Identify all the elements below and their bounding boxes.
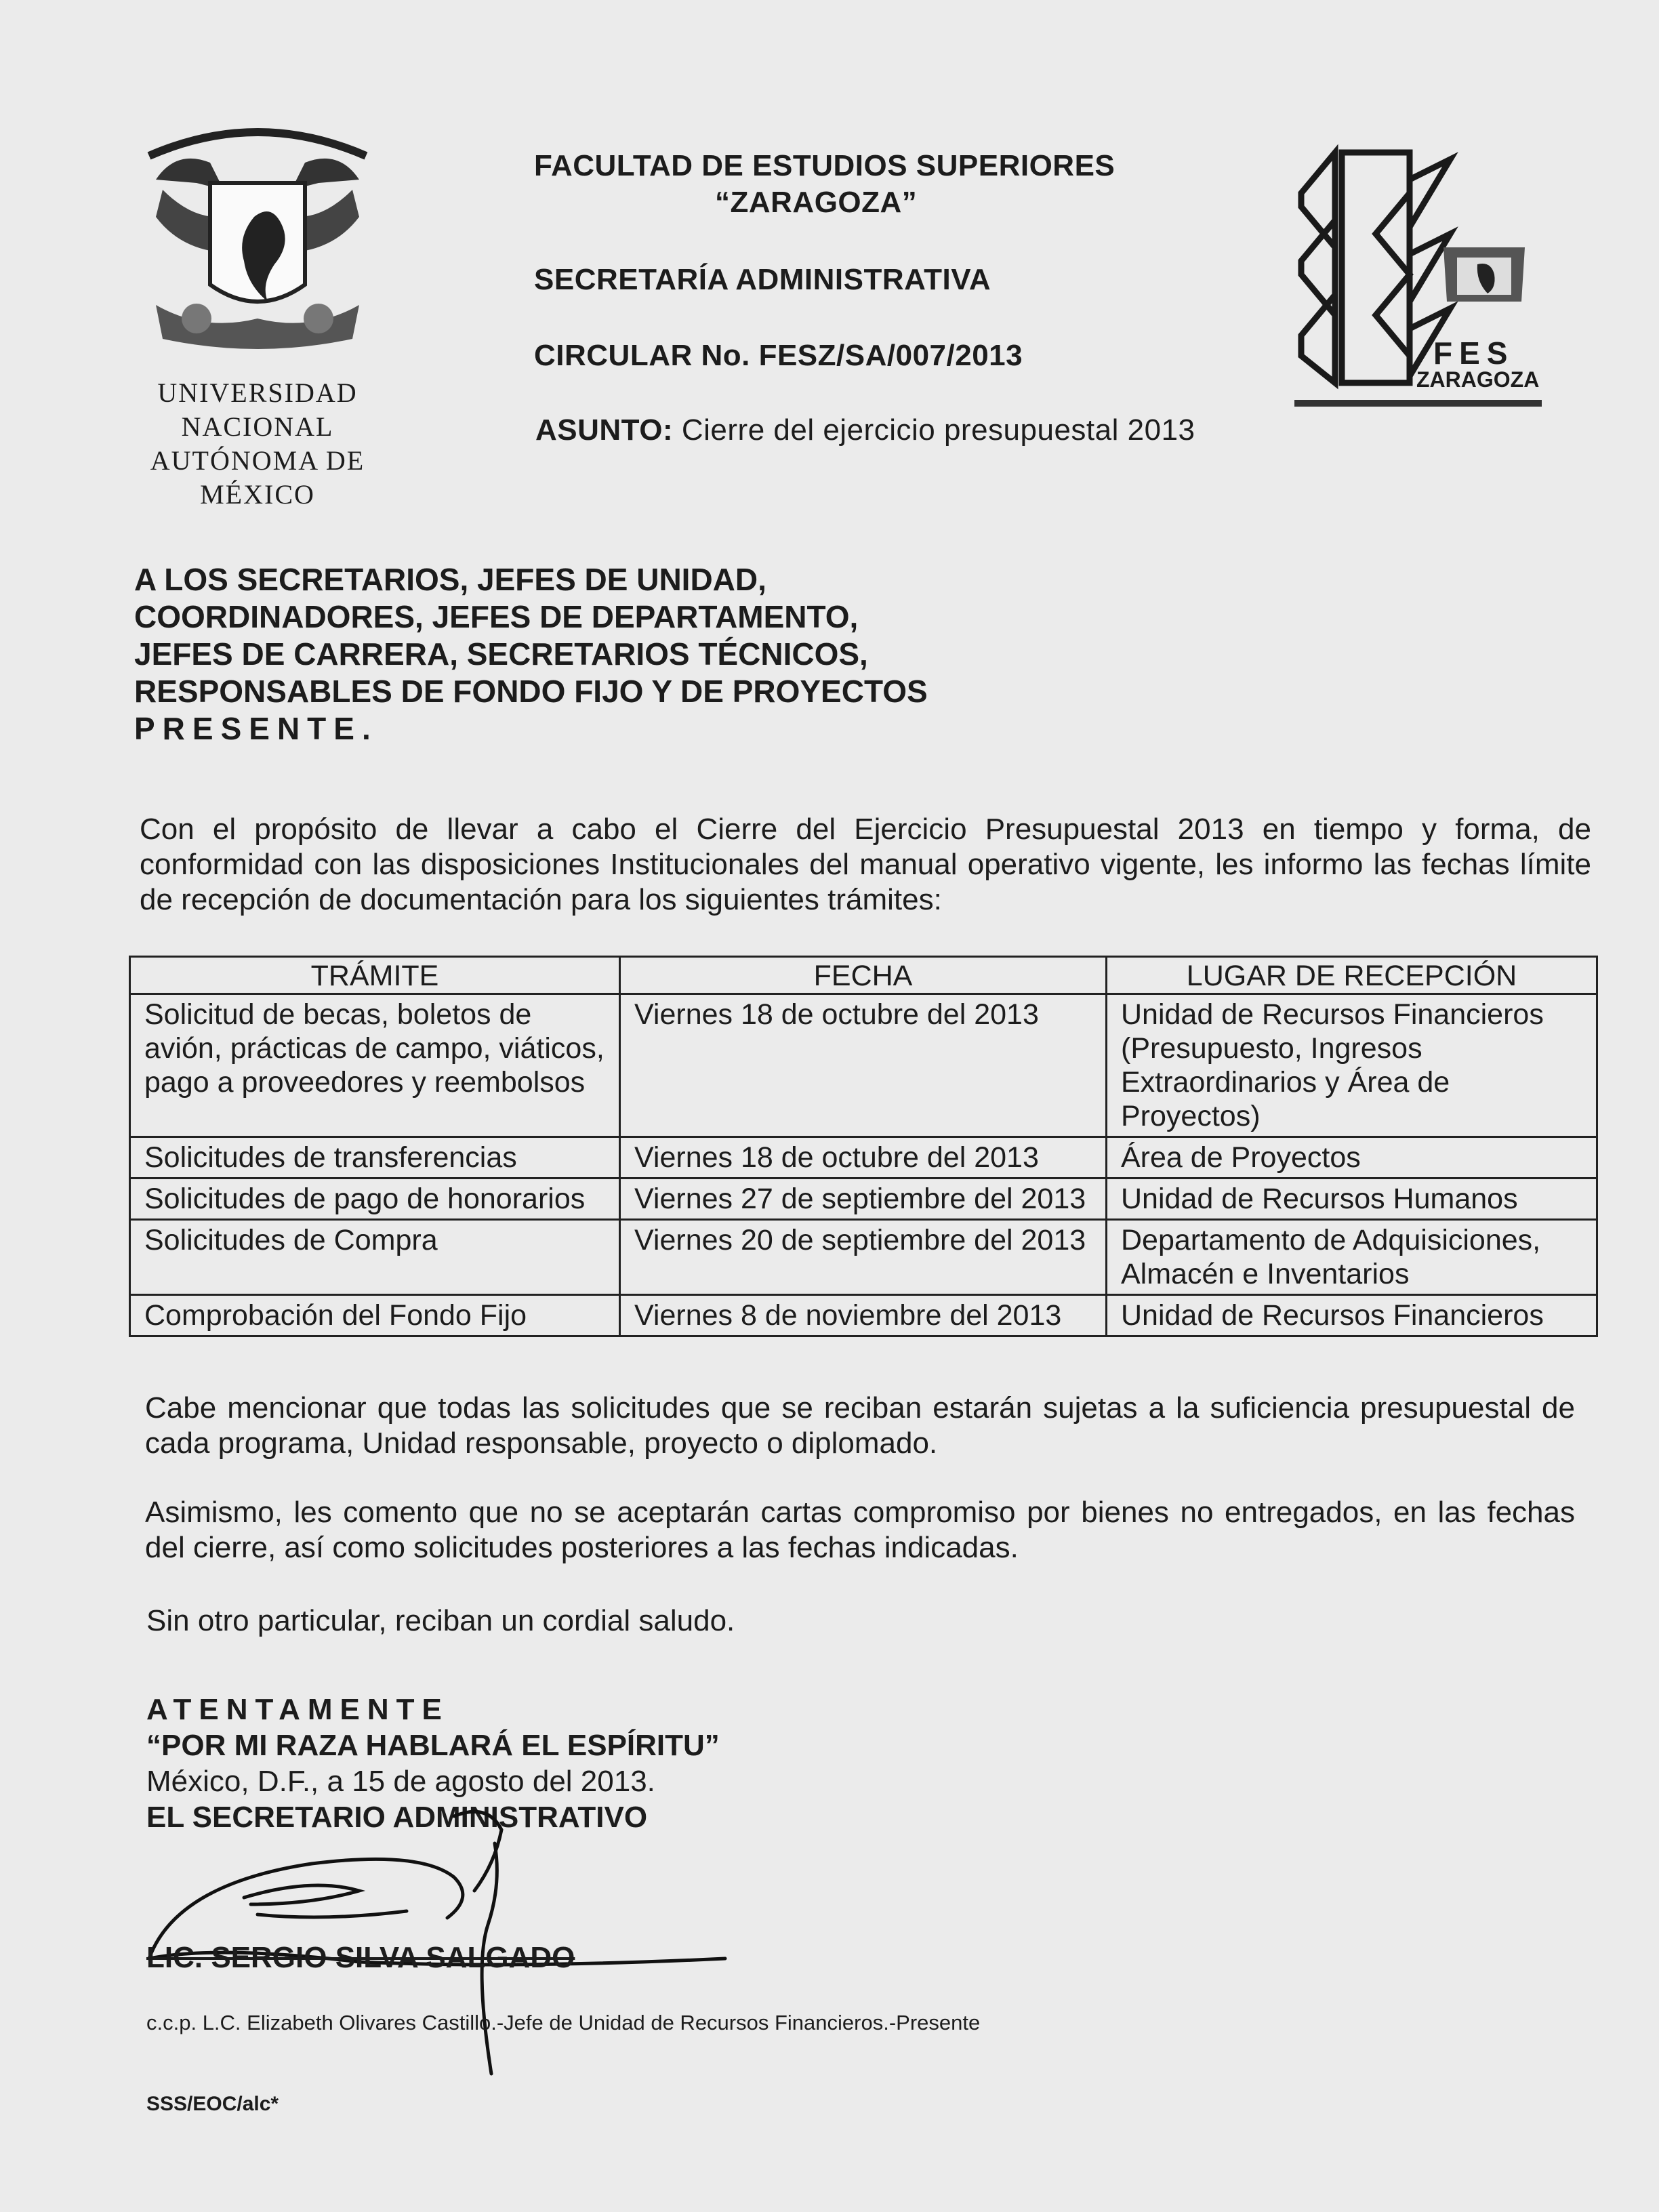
- faculty-name-line2: “ZARAGOZA”: [715, 186, 918, 219]
- table-row: [130, 1179, 1597, 1220]
- fes-label: FES: [1433, 335, 1515, 371]
- cell-lugar: Unidad de Recursos Financieros (Presupuesto, Ingresos Extraordinarios y Área de Proyectos): [1107, 994, 1597, 1137]
- cell-tramite: Solicitudes de transferencias: [130, 1137, 620, 1179]
- department-name: SECRETARÍA ADMINISTRATIVA: [534, 263, 991, 296]
- cell-lugar: Unidad de Recursos Humanos: [1107, 1179, 1597, 1220]
- header-lugar: LUGAR DE RECEPCIÓN: [1107, 957, 1597, 994]
- cell-fecha: Viernes 20 de septiembre del 2013: [620, 1220, 1107, 1295]
- cell-tramite: Solicitudes de pago de honorarios: [130, 1179, 620, 1220]
- signer-position: EL SECRETARIO ADMINISTRATIVO: [146, 1801, 648, 1834]
- asunto-line: [535, 413, 1195, 447]
- cell-lugar: Área de Proyectos: [1107, 1137, 1597, 1179]
- budget-sufficiency-paragraph: Cabe mencionar que todas las solicitudes que se reciban estarán sujetas a la suficiencia presupuestal de cada programa, Unidad responsable, proyecto o diplomado.: [145, 1391, 1575, 1460]
- tramites-table: [129, 956, 1598, 1337]
- addressee-line: A LOS SECRETARIOS, JEFES DE UNIDAD,: [134, 562, 766, 597]
- table-header-row: [130, 957, 1597, 994]
- addressee-line: RESPONSABLES DE FONDO FIJO Y DE PROYECTOS: [134, 674, 928, 709]
- institutional-motto: “POR MI RAZA HABLARÁ EL ESPÍRITU”: [146, 1729, 720, 1762]
- cell-fecha: Viernes 18 de octubre del 2013: [620, 994, 1107, 1137]
- cell-lugar: Unidad de Recursos Financieros: [1107, 1295, 1597, 1336]
- table-row: [130, 1137, 1597, 1179]
- cell-lugar: Departamento de Adquisiciones, Almacén e Inventarios: [1107, 1220, 1597, 1295]
- carbon-copy: c.c.p. L.C. Elizabeth Olivares Castillo.-Jefe de Unidad de Recursos Financieros.-Presente: [146, 2011, 981, 2034]
- unam-name-line3: MÉXICO: [200, 479, 315, 510]
- unam-name-line2: AUTÓNOMA DE: [150, 445, 365, 476]
- unam-name-block: [88, 376, 427, 512]
- table-row: [130, 1220, 1597, 1295]
- cell-tramite: Solicitudes de Compra: [130, 1220, 620, 1295]
- zaragoza-label: ZARAGOZA: [1416, 367, 1540, 392]
- place-and-date: México, D.F., a 15 de agosto del 2013.: [146, 1765, 655, 1798]
- addressee-line: COORDINADORES, JEFES DE DEPARTAMENTO,: [134, 599, 859, 634]
- asunto-value: Cierre del ejercicio presupuestal 2013: [681, 413, 1195, 447]
- intro-paragraph: Con el propósito de llevar a cabo el Cierre del Ejercicio Presupuestal 2013 en tiempo y forma, de conformidad con las disposiciones Institucionales del manual operativo vigente, les informo las fechas límite de recepción de documentación para los siguientes trámites:: [140, 813, 1591, 916]
- cell-tramite: Solicitud de becas, boletos de avión, prácticas de campo, viáticos, pago a proveedores y reembolsos: [130, 994, 620, 1137]
- closing-greeting: Sin otro particular, reciban un cordial saludo.: [146, 1604, 735, 1637]
- atentamente: ATENTAMENTE: [146, 1693, 449, 1726]
- cell-fecha: Viernes 8 de noviembre del 2013: [620, 1295, 1107, 1336]
- asunto-label: ASUNTO:: [535, 413, 674, 447]
- addressee-block: [134, 561, 928, 747]
- faculty-name: FACULTAD DE ESTUDIOS SUPERIORES: [534, 149, 1115, 182]
- header-fecha: FECHA: [620, 957, 1107, 994]
- cell-tramite: Comprobación del Fondo Fijo: [130, 1295, 620, 1336]
- table-row: [130, 994, 1597, 1137]
- unam-name-line1: UNIVERSIDAD NACIONAL: [157, 377, 358, 442]
- cell-fecha: Viernes 18 de octubre del 2013: [620, 1137, 1107, 1179]
- commitment-letters-paragraph: Asimismo, les comento que no se aceptarán cartas compromiso por bienes no entregados, en las fechas del cierre, así como solicitudes posteriores a las fechas indicadas.: [145, 1496, 1575, 1564]
- table-row: [130, 1295, 1597, 1336]
- reference-initials: SSS/EOC/alc*: [146, 2093, 279, 2115]
- signer-name: LIC. SERGIO SILVA SALGADO: [146, 1941, 575, 1974]
- header-tramite: TRÁMITE: [130, 957, 620, 994]
- circular-number: CIRCULAR No. FESZ/SA/007/2013: [534, 339, 1023, 372]
- addressee-line: JEFES DE CARRERA, SECRETARIOS TÉCNICOS,: [134, 636, 868, 672]
- unam-seal-logo: [136, 115, 380, 366]
- cell-fecha: Viernes 27 de septiembre del 2013: [620, 1179, 1107, 1220]
- presente-line: PRESENTE.: [134, 711, 378, 746]
